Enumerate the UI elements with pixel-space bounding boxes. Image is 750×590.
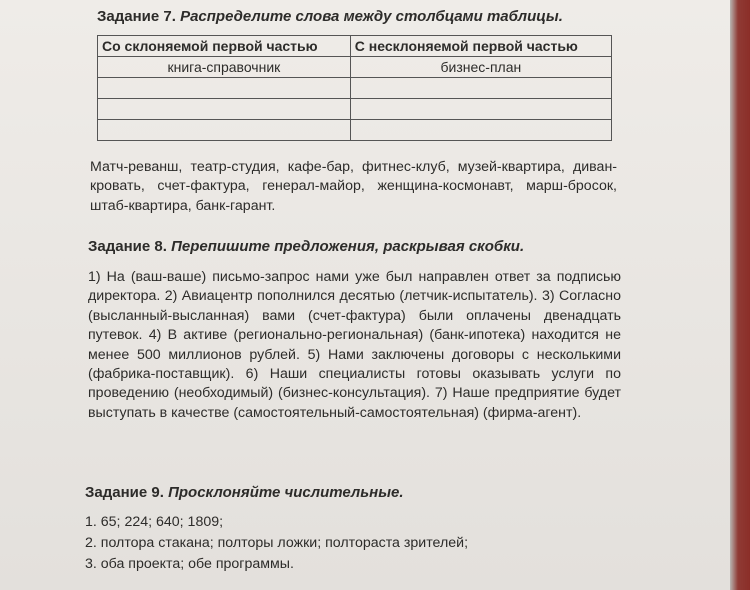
task7-heading	[97, 8, 563, 25]
task9-heading	[85, 484, 404, 501]
task9-number: Задание 9.	[85, 484, 164, 501]
table-cell	[98, 78, 351, 99]
table-cell: книга-справочник	[98, 57, 351, 78]
task8-heading	[88, 238, 524, 255]
table-row	[98, 120, 612, 141]
task9-title: Просклоняйте числительные.	[168, 484, 404, 501]
task7-number: Задание 7.	[97, 8, 176, 25]
task8-text: 1) На (ваш-ваше) письмо-запрос нами уже был направлен ответ за подписью директора. 2) Авиацентр пополнился десятью (летчик-испытатель). 3) Согласно (высланный-высланная) вами (счет-фактура) были оплачены двенадцать путевок. 4) В активе (регионально-региональная) (банк-ипотека) находится не менее 500 миллионов рублей. 5) Нами заключены договоры с несколькими (фабрика-поставщик). 6) Наши специалисты готовы оказывать услуги по проведению (необходимый) (бизнес-консультация). 7) Наше предприятие будет выступать в качестве (самостоятельный-самостоятельная) (фирма-агент).	[88, 269, 621, 421]
table-cell	[350, 78, 611, 99]
table-cell	[98, 99, 351, 120]
table-cell	[350, 120, 611, 141]
task8-title: Перепишите предложения, раскрывая скобки.	[171, 238, 525, 255]
list-item: 1. 65; 224; 640; 1809;	[85, 514, 224, 530]
list-item: 2. полтора стакана; полторы ложки; полтораста зрителей;	[85, 535, 469, 551]
table-row	[98, 57, 612, 78]
table-cell	[350, 99, 611, 120]
table-cell: бизнес-план	[350, 57, 611, 78]
header-indeclinable: С несклоняемой первой частью	[350, 36, 611, 57]
task7-word-list: Матч-реванш, театр-студия, кафе-бар, фитнес-клуб, музей-квартира, диван-кровать, счет-фактура, генерал-майор, женщина-космонавт, марш-бросок, штаб-квартира, банк-гарант.	[90, 159, 617, 214]
table-row	[98, 78, 612, 99]
list-item: 3. оба проекта; обе программы.	[85, 556, 294, 572]
task9-list	[85, 512, 468, 575]
table-cell	[98, 120, 351, 141]
words-table	[97, 35, 612, 141]
task8-number: Задание 8.	[88, 238, 167, 255]
table-row	[98, 99, 612, 120]
book-cover-edge	[730, 0, 750, 590]
table-header-row	[98, 36, 612, 57]
header-declinable: Со склоняемой первой частью	[98, 36, 351, 57]
task7-title: Распределите слова между столбцами таблицы.	[180, 8, 563, 25]
